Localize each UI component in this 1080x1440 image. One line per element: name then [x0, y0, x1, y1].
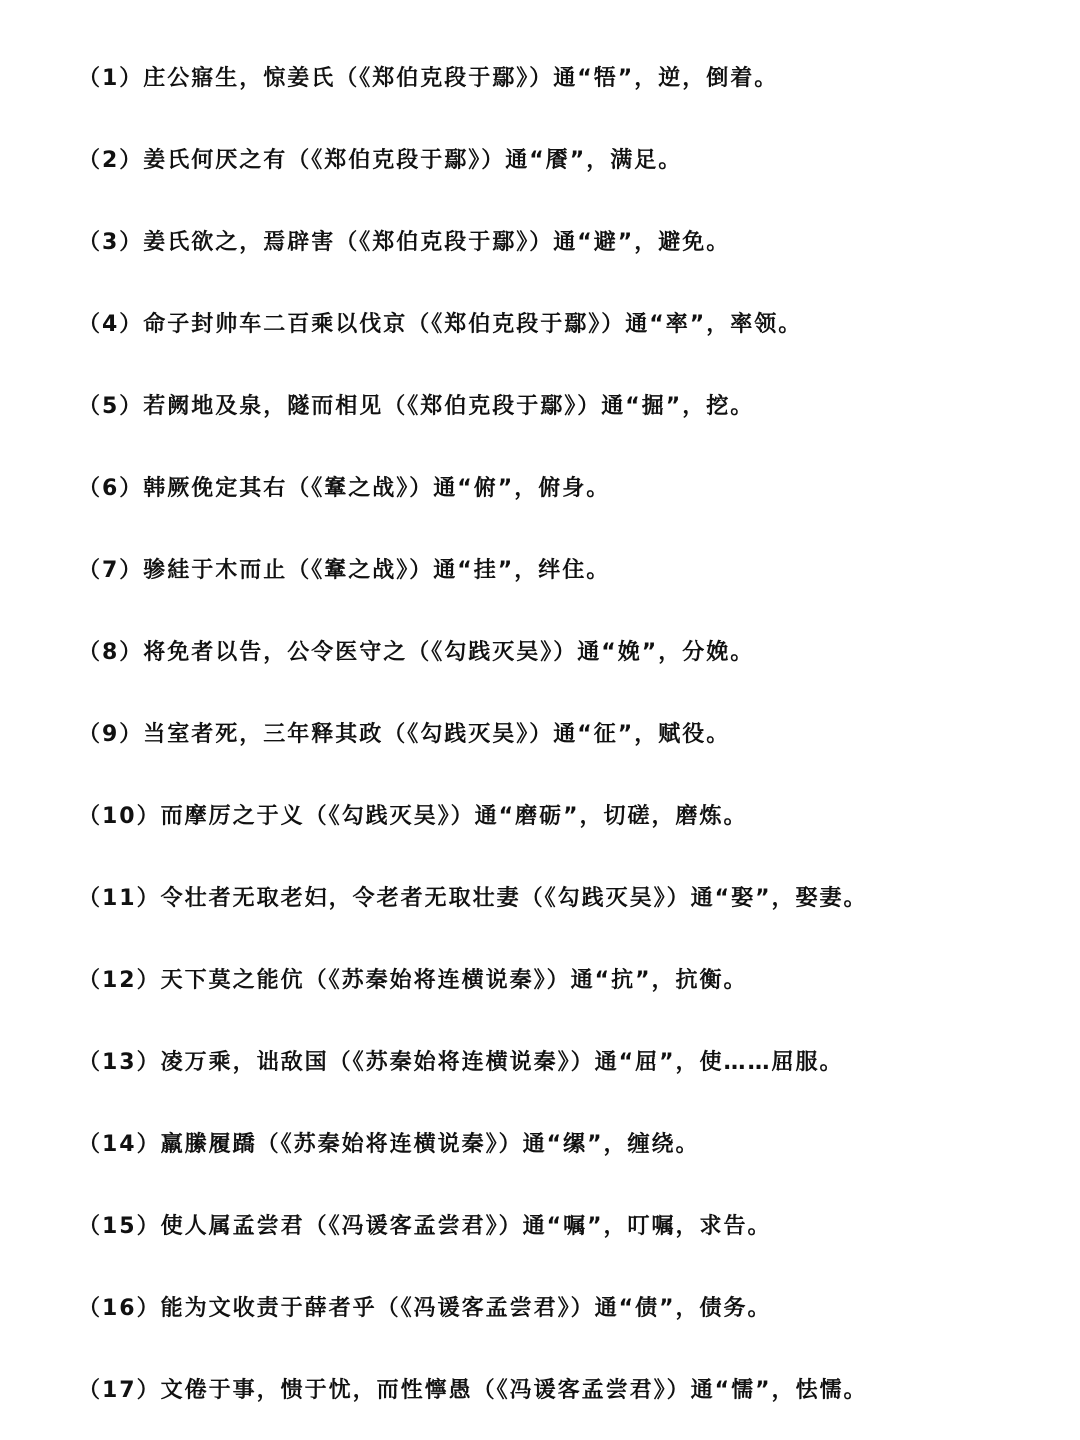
entry-17: （17）文倦于事，愦于忧，而性懧愚（《冯谖客孟尝君》）通“懦”，怯懦。	[78, 1378, 868, 1403]
entry-7: （7）骖絓于木而止（《鞌之战》）通“挂”，绊住。	[78, 558, 611, 583]
entry-6: （6）韩厥俛定其右（《鞌之战》）通“俯”，俯身。	[78, 476, 611, 501]
entry-8: （8）将免者以告，公令医守之（《勾践灭吴》）通“娩”，分娩。	[78, 640, 755, 665]
entry-5: （5）若阙地及泉，隧而相见（《郑伯克段于鄢》）通“掘”，挖。	[78, 394, 755, 419]
entry-14: （14）羸縢履蹻（《苏秦始将连横说秦》）通“缧”，缠绕。	[78, 1132, 700, 1157]
entry-11: （11）令壮者无取老妇，令老者无取壮妻（《勾践灭吴》）通“娶”，娶妻。	[78, 886, 868, 911]
entry-10: （10）而摩厉之于义（《勾践灭吴》）通“磨砺”，切磋，磨炼。	[78, 804, 748, 829]
entry-2: （2）姜氏何厌之有（《郑伯克段于鄢》）通“餍”，满足。	[78, 148, 683, 173]
entry-15: （15）使人属孟尝君（《冯谖客孟尝君》）通“嘱”，叮嘱，求告。	[78, 1214, 772, 1239]
entry-4: （4）命子封帅车二百乘以伐京（《郑伯克段于鄢》）通“率”，率领。	[78, 312, 803, 337]
entry-16: （16）能为文收责于薛者乎（《冯谖客孟尝君》）通“债”，债务。	[78, 1296, 772, 1321]
entry-12: （12）天下莫之能伉（《苏秦始将连横说秦》）通“抗”，抗衡。	[78, 968, 748, 993]
entry-13: （13）凌万乘，诎敌国（《苏秦始将连横说秦》）通“屈”，使……屈服。	[78, 1050, 844, 1075]
entry-3: （3）姜氏欲之，焉辟害（《郑伯克段于鄢》）通“避”，避免。	[78, 230, 731, 255]
entry-1: （1）庄公寤生，惊姜氏（《郑伯克段于鄢》）通“牾”，逆，倒着。	[78, 66, 779, 91]
entry-9: （9）当室者死，三年释其政（《勾践灭吴》）通“征”，赋役。	[78, 722, 731, 747]
